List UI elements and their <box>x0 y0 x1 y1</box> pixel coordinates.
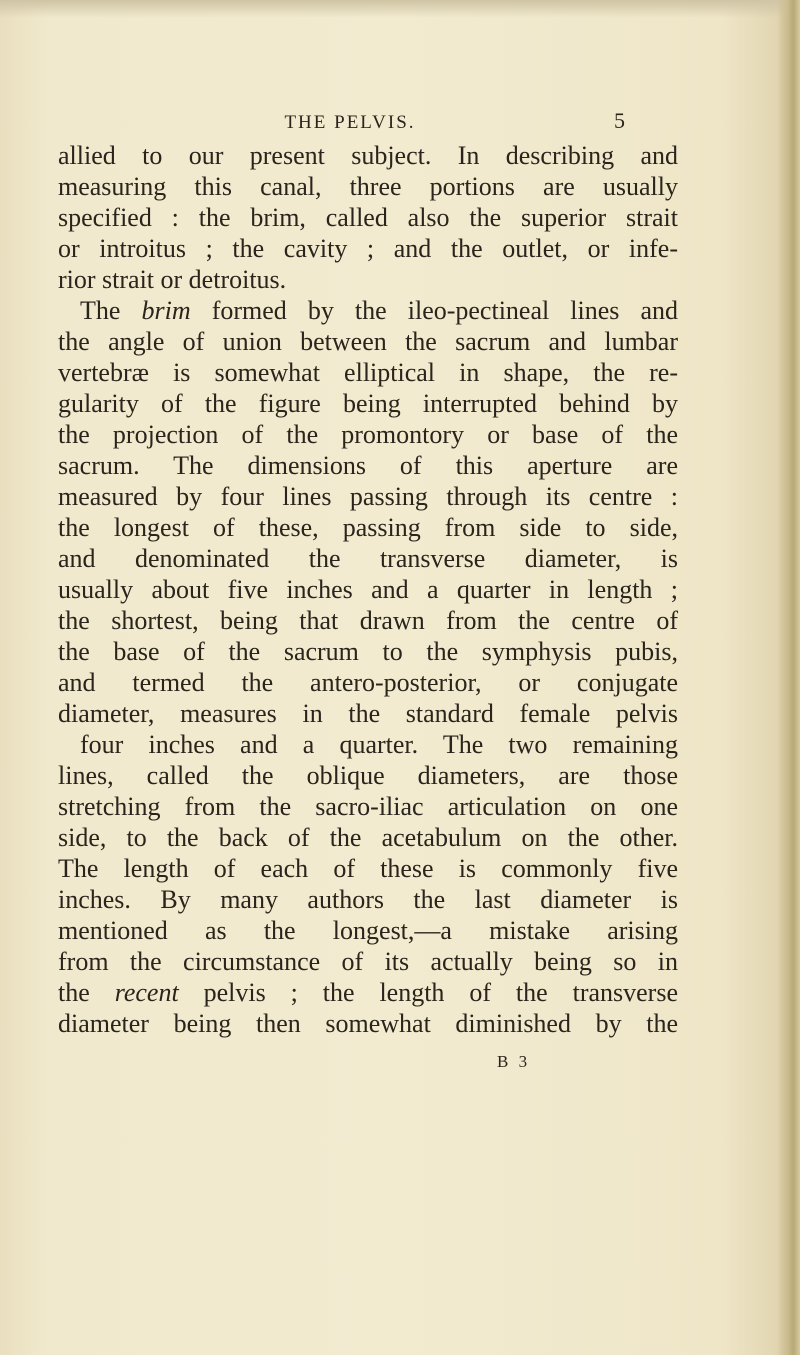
text-line: or introitus ; the cavity ; and the outlet, or infe- <box>58 234 678 263</box>
text-fragment: The <box>80 296 142 325</box>
body-text <box>58 140 678 1039</box>
text-fragment: pelvis ; the length of the transverse <box>178 978 678 1007</box>
text-line: four inches and a quarter. The two remaining <box>80 730 678 759</box>
text-line: the angle of union between the sacrum and lumbar <box>58 327 678 356</box>
text-line: measured by four lines passing through its centre : <box>58 482 678 511</box>
text-line: sacrum. The dimensions of this aperture are <box>58 451 678 480</box>
text-line: stretching from the sacro-iliac articulation on one <box>58 792 678 821</box>
text-line: diameter being then somewhat diminished by the <box>58 1009 678 1038</box>
text-line: the base of the sacrum to the symphysis pubis, <box>58 637 678 666</box>
text-line: rior strait or detroitus. <box>58 265 287 294</box>
text-line: and termed the antero-posterior, or conjugate <box>58 668 678 697</box>
running-head: THE PELVIS. <box>284 112 416 133</box>
text-line: from the circumstance of its actually being so in <box>58 947 678 976</box>
page-header <box>0 108 800 142</box>
text-line: and denominated the transverse diameter, is <box>58 544 678 573</box>
text-line: gularity of the figure being interrupted behind by <box>58 389 678 418</box>
text-line: usually about five inches and a quarter in length ; <box>58 575 678 604</box>
italic-term-brim: brim <box>141 296 191 325</box>
italic-term-recent: recent <box>114 978 179 1007</box>
text-line: diameter, measures in the standard female pelvis <box>58 699 678 728</box>
text-line: lines, called the oblique diameters, are those <box>58 761 678 790</box>
page-binding-edge <box>778 0 800 1355</box>
text-line: the longest of these, passing from side to side, <box>58 513 678 542</box>
text-line: specified : the brim, called also the superior strait <box>58 203 678 232</box>
text-line <box>58 977 678 1008</box>
text-line: inches. By many authors the last diameter is <box>58 885 678 914</box>
text-line <box>58 295 678 326</box>
text-line: allied to our present subject. In describing and <box>58 141 678 170</box>
text-line: vertebræ is somewhat elliptical in shape, the re- <box>58 358 678 387</box>
text-fragment: the <box>58 978 115 1007</box>
signature-mark: B 3 <box>497 1052 531 1071</box>
text-line: measuring this canal, three portions are usually <box>58 172 678 201</box>
text-line: The length of each of these is commonly five <box>58 854 678 883</box>
page-top-shadow <box>0 0 800 18</box>
text-line: the projection of the promontory or base of the <box>58 420 678 449</box>
text-line: mentioned as the longest,—a mistake arising <box>58 916 678 945</box>
text-line: the shortest, being that drawn from the centre of <box>58 606 678 635</box>
text-line: side, to the back of the acetabulum on the other. <box>58 823 678 852</box>
text-fragment: formed by the ileo-pectineal lines and <box>190 296 679 325</box>
page-number: 5 <box>614 108 625 133</box>
